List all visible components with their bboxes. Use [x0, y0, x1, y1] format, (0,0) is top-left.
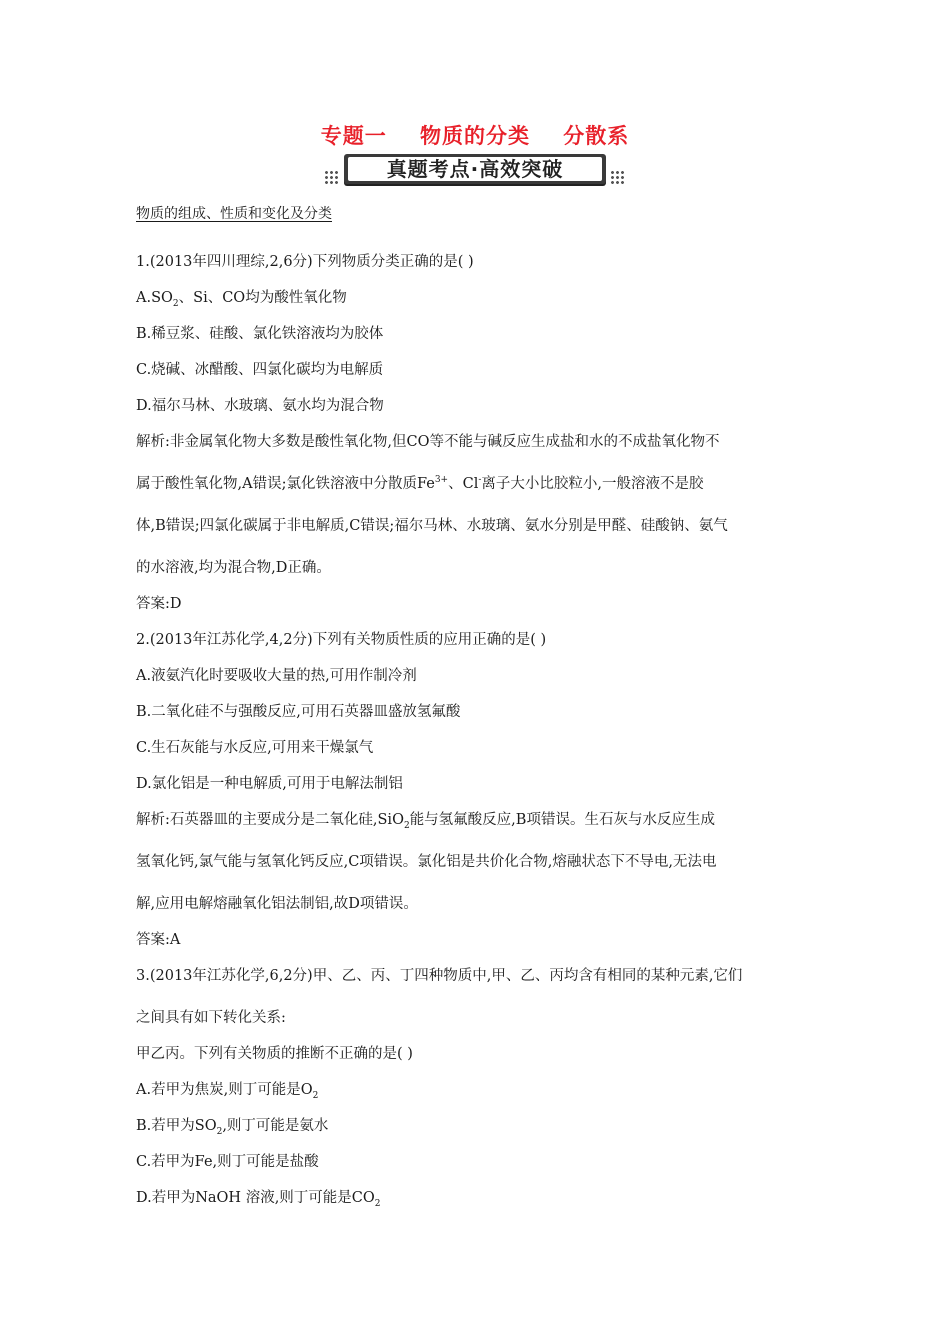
q3-option-c: C.若甲为Fe,则丁可能是盐酸 [136, 1154, 319, 1170]
q2-answer: 答案:A [136, 932, 181, 948]
q1-option-c: C.烧碱、冰醋酸、四氯化碳均为电解质 [136, 362, 384, 378]
q1-explanation-line-1: 解析:非金属氧化物大多数是酸性氧化物,但CO等不能与碱反应生成盐和水的不成盐氧化物不 [136, 434, 720, 450]
q2-explanation-line-1: 解析:石英器皿的主要成分是二氧化硅,SiO$_2$能与氢氟酸反应,B项错误。生石灰与水反应生成 [136, 812, 715, 831]
dot-pattern-left-icon [324, 170, 340, 184]
section-heading: 物质的组成、性质和变化及分类 [136, 206, 332, 222]
q1-option-b: B.稀豆浆、硅酸、氯化铁溶液均为胶体 [136, 326, 384, 342]
q2-explanation-line-3: 解,应用电解熔融氧化铝法制铝,故D项错误。 [136, 896, 418, 912]
q1-answer: 答案:D [136, 596, 182, 612]
q3-option-b: B.若甲为$SO_2$,则丁可能是氨水 [136, 1118, 329, 1137]
q1-option-d: D.福尔马林、水玻璃、氨水均为混合物 [136, 398, 384, 414]
q2-option-b: B.二氧化硅不与强酸反应,可用石英器皿盛放氢氟酸 [136, 704, 461, 720]
q1-explanation-line-4: 的水溶液,均为混合物,D正确。 [136, 560, 331, 576]
q1-explanation-line-3: 体,B错误;四氯化碳属于非电解质,C错误;福尔马林、水玻璃、氨水分别是甲醛、硅酸钠、氨气 [136, 518, 728, 534]
question-content [136, 252, 826, 1224]
q3-option-d: D.若甲为NaOH 溶液,则丁可能是$CO_2$ [136, 1190, 381, 1209]
section-banner [320, 152, 630, 190]
q2-option-d: D.氯化铝是一种电解质,可用于电解法制铝 [136, 776, 403, 792]
q2-option-c: C.生石灰能与水反应,可用来干燥氯气 [136, 740, 374, 756]
q3-stem-line-3: 甲乙丙。下列有关物质的推断不正确的是( ) [136, 1046, 413, 1062]
dot-pattern-right-icon [610, 170, 626, 184]
q2-explanation-line-2: 氢氧化钙,氯气能与氢氧化钙反应,C项错误。氯化铝是共价化合物,熔融状态下不导电,无法电 [136, 854, 717, 870]
q3-stem-line-1: 3.(2013年江苏化学,6,2分)甲、乙、丙、丁四种物质中,甲、乙、丙均含有相同的某种元素,它们 [136, 968, 743, 984]
q1-stem: 1.(2013年四川理综,2,6分)下列物质分类正确的是( ) [136, 254, 474, 270]
q3-option-a: A.若甲为焦炭,则丁可能是$O_2$ [136, 1082, 319, 1101]
q3-stem-line-2: 之间具有如下转化关系: [136, 1010, 286, 1026]
page-title: 专题一 物质的分类 分散系 [320, 124, 630, 148]
q2-option-a: A.液氨汽化时要吸收大量的热,可用作制冷剂 [136, 668, 417, 684]
banner-frame [344, 154, 606, 184]
q1-option-a: $A.SO_2$、Si、CO均为酸性氧化物 [136, 290, 347, 309]
banner-text: 真题考点·高效突破 [348, 157, 602, 181]
q1-explanation-line-2: 属于酸性氧化物,A错误;氯化铁溶液中分散质$Fe^{3+}$、Cl-离子大小比胶粒小,一般溶液不是胶 [136, 475, 704, 492]
q2-stem: 2.(2013年江苏化学,4,2分)下列有关物质性质的应用正确的是( ) [136, 632, 547, 648]
